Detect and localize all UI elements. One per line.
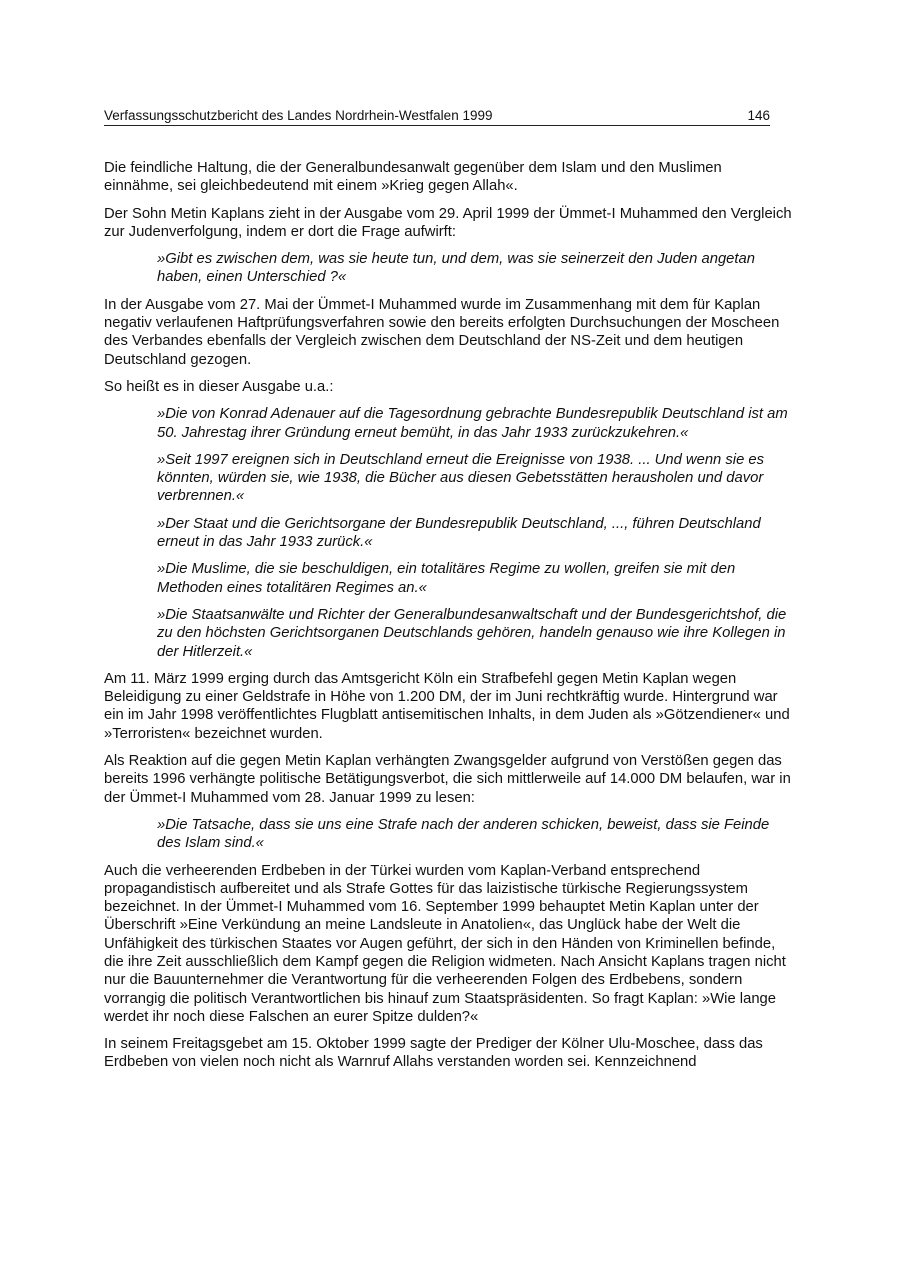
running-header	[104, 106, 770, 126]
block-quote: »Gibt es zwischen dem, was sie heute tun, und dem, was sie seinerzeit den Juden angetan haben, einen Unterschied ?«	[157, 251, 755, 286]
block-quote: »Die Muslime, die sie beschuldigen, ein totalitäres Regime zu wollen, greifen sie mit den Methoden eines totalitären Regimes an.«	[157, 561, 736, 596]
paragraph: Die feindliche Haltung, die der Generalbundesanwalt gegenüber dem Islam und den Muslimen einnähme, sei gleichbedeutend mit einem »Krieg gegen Allah«.	[104, 160, 722, 195]
block-quote: »Seit 1997 ereignen sich in Deutschland erneut die Ereignisse von 1938. ... Und wenn sie es könnten, würden sie, wie 1938, die Bücher aus diesen Gebetsstätten herausholen und davor verbrennen.«	[157, 451, 765, 505]
paragraph: In der Ausgabe vom 27. Mai der Ümmet-I Muhammed wurde im Zusammenhang mit dem für Kaplan negativ verlaufenen Haftprüfungsverfahren sowie den bereits erfolgten Durchsuchungen der Moscheen des Verbandes ebenfalls der Vergleich zwischen dem Deutschland der NS-Zeit und dem heutigen Deutschland gezogen.	[104, 296, 780, 368]
body-text	[104, 159, 794, 1072]
paragraph: Auch die verheerenden Erdbeben in der Türkei wurden vom Kaplan-Verband entsprechend propagandistisch aufbereitet und als Strafe Gottes für das laizistische türkische Regierungssystem bezeichnet. In der Ümmet-I Muhammed vom 16. September 1999 behauptet Metin Kaplan unter der Überschrift »Eine Verkündung an meine Landsleute in Anatolien«, das Unglück habe der Welt die Unfähigkeit des türkischen Staates vor Augen geführt, der sich in den Händen von Kriminellen befinde, die ihre Zeit ausschließlich dem Kampf gegen die Religion widmeten. Nach Ansicht Kaplans tragen nicht nur die Bauunternehmer die Verantwortung für die verheerenden Folgen des Erdbebens, sondern vorrangig die politisch Verantwortlichen bis hinauf zum Staatspräsidenten. So fragt Kaplan: »Wie lange werdet ihr noch diese Falschen an eurer Spitze dulden?«	[104, 862, 786, 1025]
document-page	[104, 106, 794, 1081]
paragraph: Der Sohn Metin Kaplans zieht in der Ausgabe vom 29. April 1999 der Ümmet-I Muhammed den Vergleich zur Judenverfolgung, indem er dort die Frage aufwirft:	[104, 205, 792, 240]
block-quote: »Die Tatsache, dass sie uns eine Strafe nach der anderen schicken, beweist, dass sie Feinde des Islam sind.«	[157, 816, 770, 852]
paragraph: Am 11. März 1999 erging durch das Amtsgericht Köln ein Strafbefehl gegen Metin Kaplan wegen Beleidigung zu einer Geldstrafe in Höhe von 1.200 DM, der im Juni rechtkräftig wurde. Hintergrund war ein im Jahr 1998 veröffentlichtes Flugblatt antisemitischen Inhalts, in dem Juden als »Götzendiener« und »Terroristen« bezeichnet wurden.	[104, 670, 790, 742]
block-quote: »Der Staat und die Gerichtsorgane der Bundesrepublik Deutschland, ..., führen Deutschland erneut in das Jahr 1933 zurück.«	[157, 515, 761, 551]
paragraph: So heißt es in dieser Ausgabe u.a.:	[104, 378, 334, 395]
block-quote: »Die Staatsanwälte und Richter der Generalbundesanwaltschaft und der Bundesgerichtshof, die zu den höchsten Gerichtsorganen Deutschlands gehören, handeln genauso wie ihre Kollegen in der Hitlerzeit.«	[157, 606, 787, 660]
paragraph: Als Reaktion auf die gegen Metin Kaplan verhängten Zwangsgelder aufgrund von Verstößen gegen das bereits 1996 verhängte politische Betätigungsverbot, die sich mittlerweile auf 14.000 DM belaufen, war in der Ümmet-I Muhammed vom 28. Januar 1999 zu lesen:	[104, 753, 791, 806]
page-number: 146	[747, 108, 770, 123]
block-quote: »Die von Konrad Adenauer auf die Tagesordnung gebrachte Bundesrepublik Deutschland ist am 50. Jahrestag ihrer Gründung erneut bemüht, in das Jahr 1933 zurückzukehren.«	[157, 406, 788, 441]
paragraph: In seinem Freitagsgebet am 15. Oktober 1999 sagte der Prediger der Kölner Ulu-Moschee, dass das Erdbeben von vielen noch nicht als Warnruf Allahs verstanden worden sei. Kennzeichnend	[104, 1036, 763, 1071]
header-title: Verfassungsschutzbericht des Landes Nordrhein-Westfalen 1999	[104, 108, 493, 123]
